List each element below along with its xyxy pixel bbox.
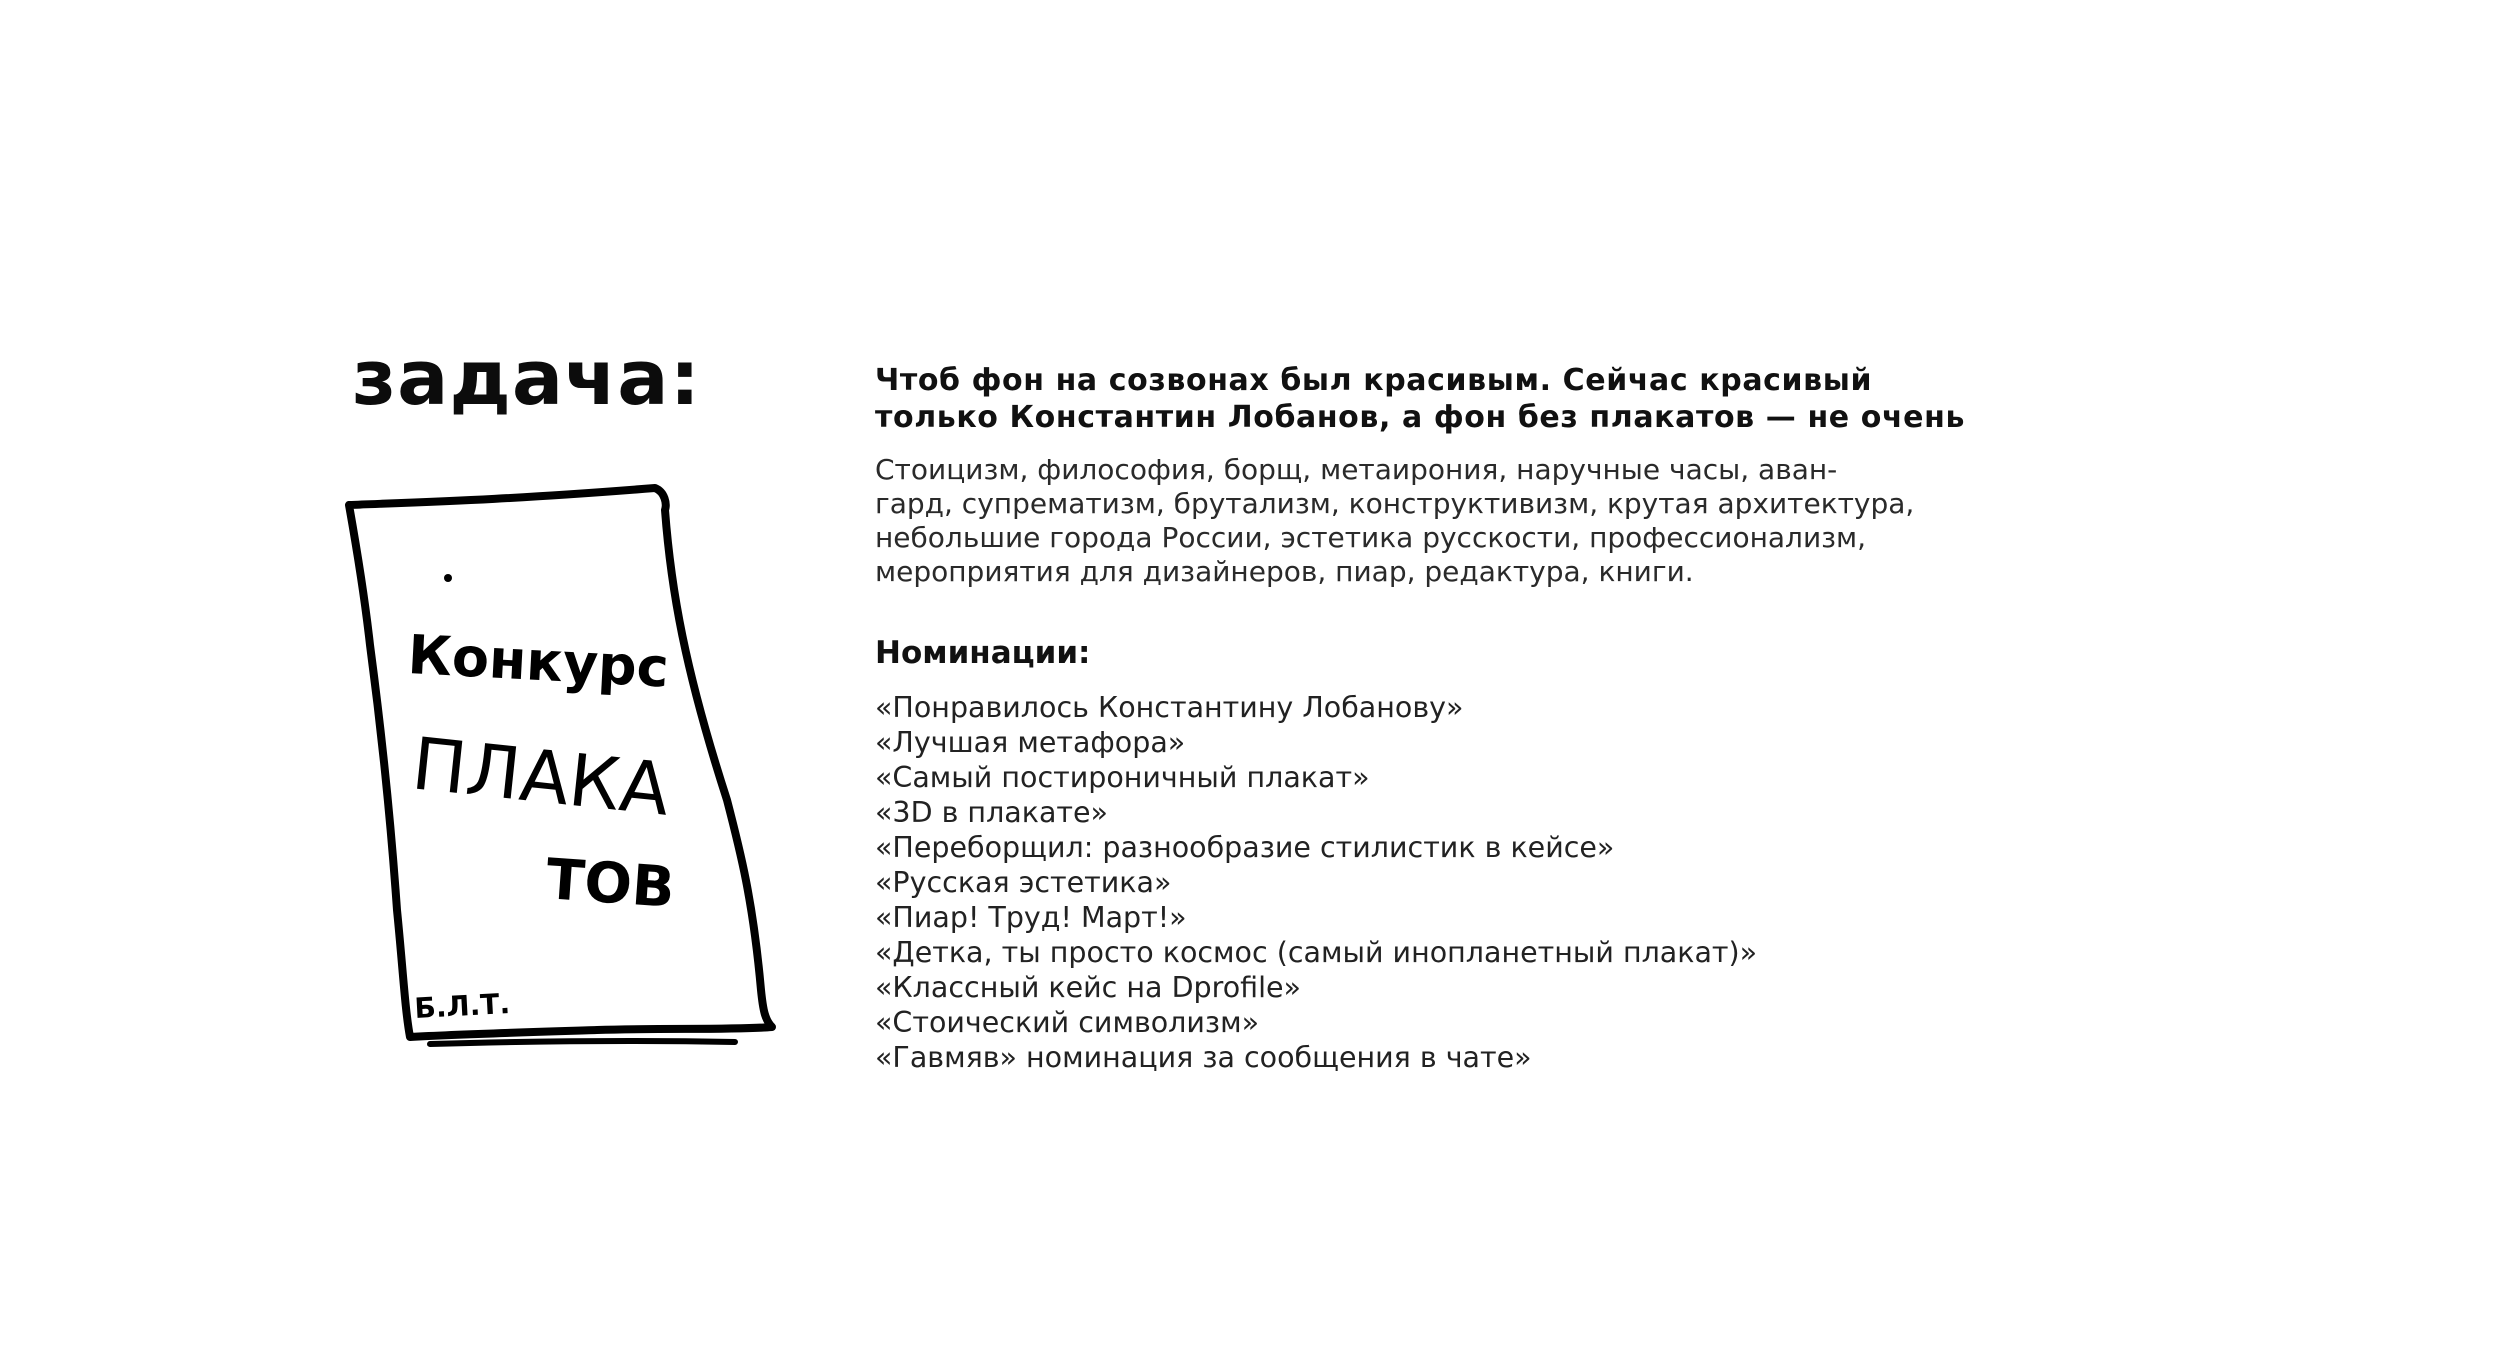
sketch-text-konkurs: Конкурс: [406, 623, 671, 700]
topics-description: [875, 453, 2090, 589]
nomination-item: «Понравилось Константину Лобанову»: [875, 691, 1464, 724]
lead-line: только Константин Лобанов, а фон без плакатов — не очень: [875, 400, 1966, 435]
sketch-text-plaka: ПЛАКА: [408, 721, 674, 832]
lead-line: Чтоб фон на созвонах был красивым. Сейчас красивый: [875, 363, 1873, 398]
sketch-signature: Б.Л.Т.: [413, 987, 511, 1025]
description-line: Стоицизм, философия, борщ, метаирония, наручные часы, аван-: [875, 453, 1838, 486]
nominations-list: [875, 690, 2090, 1075]
poster-sketch-illustration: [335, 470, 795, 1060]
description-line: небольшие города России, эстетика русскости, профессионализм,: [875, 521, 1867, 554]
nominations-title: Номинации:: [875, 635, 1091, 671]
nomination-item: «3D в плакате»: [875, 796, 1108, 829]
nomination-item: «Классный кейс на Dprofile»: [875, 971, 1301, 1004]
nomination-item: «Детка, ты просто космос (самый инопланетный плакат)»: [875, 936, 1758, 969]
nomination-item: «Пиар! Труд! Март!»: [875, 901, 1187, 934]
nomination-item: «Гавмяв» номинация за сообщения в чате»: [875, 1041, 1532, 1074]
description-line: мероприятия для дизайнеров, пиар, редактура, книги.: [875, 555, 1694, 588]
page-heading: задача:: [352, 333, 701, 422]
nomination-item: «Переборщил: разнообразие стилистик в кейсе»: [875, 831, 1615, 864]
nomination-item: «Стоический символизм»: [875, 1006, 1260, 1039]
nomination-item: «Лучшая метафора»: [875, 726, 1186, 759]
task-content: [875, 362, 2090, 1075]
sketch-text-tov: ТОВ: [544, 847, 677, 921]
description-line: гард, супрематизм, брутализм, конструктивизм, крутая архитектура,: [875, 487, 1915, 520]
nomination-item: «Самый постироничный плакат»: [875, 761, 1370, 794]
nomination-item: «Русская эстетика»: [875, 866, 1172, 899]
lead-text: [875, 362, 2090, 436]
